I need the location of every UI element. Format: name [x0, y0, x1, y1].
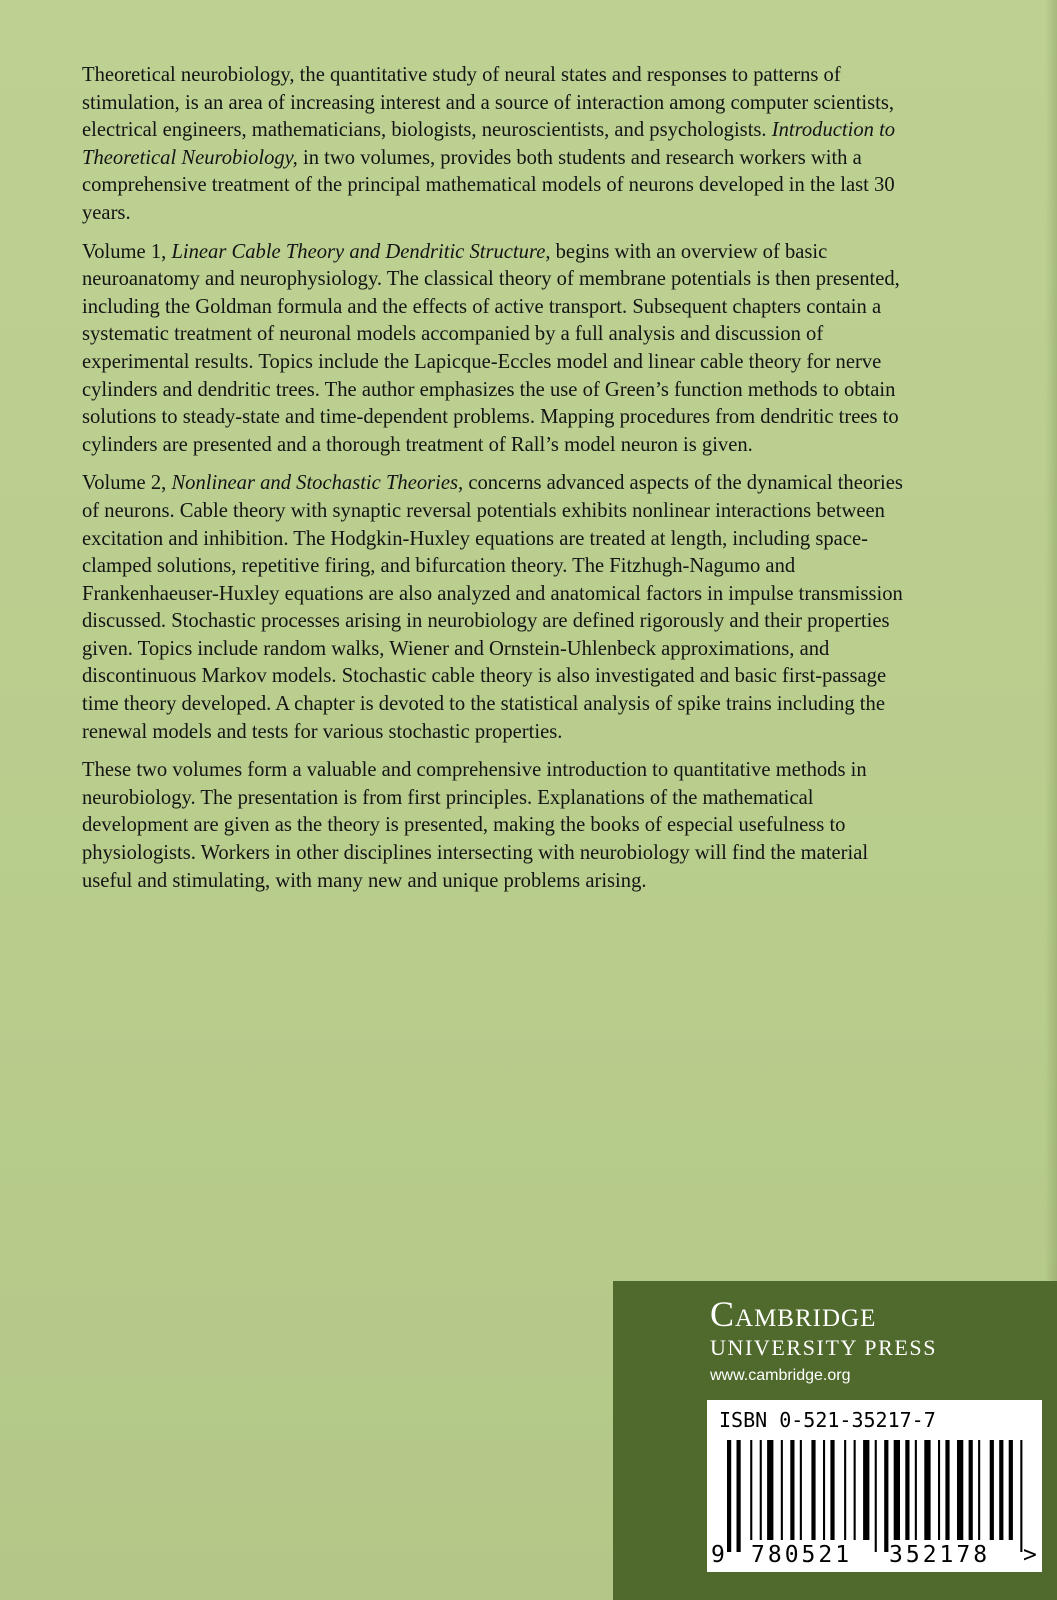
- barcode-bar: [863, 1440, 869, 1540]
- barcode-bar: [990, 1440, 994, 1540]
- barcode-bar: [727, 1440, 731, 1552]
- barcode-bar: [830, 1440, 834, 1540]
- barcode-bar: [844, 1440, 846, 1540]
- barcode-bar: [894, 1440, 900, 1540]
- volume-2-title: Nonlinear and Stochastic Theories,: [171, 472, 464, 495]
- barcode-bar: [915, 1440, 917, 1540]
- barcode-bar: [957, 1440, 963, 1540]
- publisher-url: www.cambridge.org: [710, 1367, 851, 1384]
- publisher-panel: [613, 1281, 1057, 1600]
- blurb-paragraph-2: Volume 1, Linear Cable Theory and Dendritic Structure, begins with an overview of basic neuroanatomy and neurophysiology. The classical theory of membrane potentials is then presented, including the Goldman formula and the effects of active transport. Subsequent chapters contain a systematic treatment of neuronal models accompanied by a full analysis and discussion of experimental results. Topics include the Lapicque-Eccles model and linear cable theory for nerve cylinders and dendritic trees. The author emphasizes the use of Green’s function methods to obtain solutions to steady-state and time-dependent problems. Mapping procedures from dendritic trees to cylinders are presented and a thorough treatment of Rall’s model neuron is given.: [82, 240, 900, 456]
- barcode-bar: [790, 1440, 794, 1540]
- book-title: Introduction to Theoretical Neurobiology,: [82, 119, 896, 169]
- barcode-bar: [1020, 1440, 1022, 1552]
- barcode-bar: [760, 1440, 762, 1540]
- publisher-name: Cambridge: [710, 1294, 877, 1334]
- barcode-bar: [781, 1440, 783, 1540]
- barcode-bar: [969, 1440, 973, 1540]
- barcode-label: [707, 1400, 1042, 1572]
- blurb-paragraph-4: These two volumes form a valuable and comprehensive introduction to quantitative methods in neurobiology. The presentation is from first principles. Explanations of the mathematical development are given as the theory is presented, making the books of especial usefulness to physiologists. Workers in other disciplines intersecting with neurobiology will find the material useful and stimulating, with many new and unique problems arising.: [82, 759, 869, 892]
- barcode-bar: [938, 1440, 940, 1540]
- barcode-bar: [875, 1440, 877, 1552]
- barcode-bar: [800, 1440, 802, 1540]
- ean-left-group: 780521: [751, 1542, 853, 1568]
- ean-first-digit: 9: [711, 1542, 725, 1568]
- volume-1-title: Linear Cable Theory and Dendritic Structure,: [171, 240, 551, 263]
- blurb-paragraph-1: Theoretical neurobiology, the quantitative study of neural states and responses to patterns of stimulation, is an area of increasing interest and a source of interaction among computer scientists, electrical engineers, mathematicians, biologists, neuroscientists, and psychologists. Introduction to Theoretical Neurobiology, in two volumes, provides both students and research workers with a comprehensive treatment of the principal mathematical models of neurons developed in the last 30 years.: [82, 64, 896, 224]
- publisher-subtitle: UNIVERSITY PRESS: [710, 1335, 938, 1360]
- barcode-bar: [884, 1440, 888, 1552]
- barcode-bar: [767, 1440, 773, 1540]
- barcode-bar: [823, 1440, 825, 1540]
- barcode-bar: [905, 1440, 909, 1540]
- ean-right-group: 352178: [889, 1542, 991, 1568]
- barcode-icon: [725, 1440, 1025, 1552]
- barcode-bar: [854, 1440, 856, 1540]
- barcode-bar: [737, 1440, 741, 1552]
- barcode-bar: [978, 1440, 980, 1540]
- barcode-bar: [945, 1440, 949, 1540]
- barcode-bar: [811, 1440, 815, 1540]
- ean-end-marker: >: [1023, 1542, 1037, 1568]
- barcode-bar: [924, 1440, 930, 1540]
- isbn-number: ISBN 0-521-35217-7: [719, 1408, 936, 1432]
- blurb-paragraph-3: Volume 2, Nonlinear and Stochastic Theories, concerns advanced aspects of the dynamical theories of neurons. Cable theory with synaptic reversal potentials exhibits nonlinear interactions between excitation and inhibition. The Hodgkin-Huxley equations are treated at length, including space-clamped solutions, repetitive firing, and bifurcation theory. The Fitzhugh-Nagumo and Frankenhaeuser-Huxley equations are also analyzed and anatomical factors in impulse transmission discussed. Stochastic processes arising in neurobiology are defined rigorously and their properties given. Topics include random walks, Wiener and Ornstein-Uhlenbeck approximations, and discontinuous Markov models. Stochastic cable theory is also investigated and basic first-passage time theory developed. A chapter is devoted to the statistical analysis of spike trains including the renewal models and tests for various stochastic properties.: [82, 472, 903, 743]
- barcode-bar: [1009, 1440, 1013, 1540]
- blurb-text: [82, 62, 912, 906]
- barcode-bar: [750, 1440, 752, 1540]
- barcode-bar: [999, 1440, 1003, 1540]
